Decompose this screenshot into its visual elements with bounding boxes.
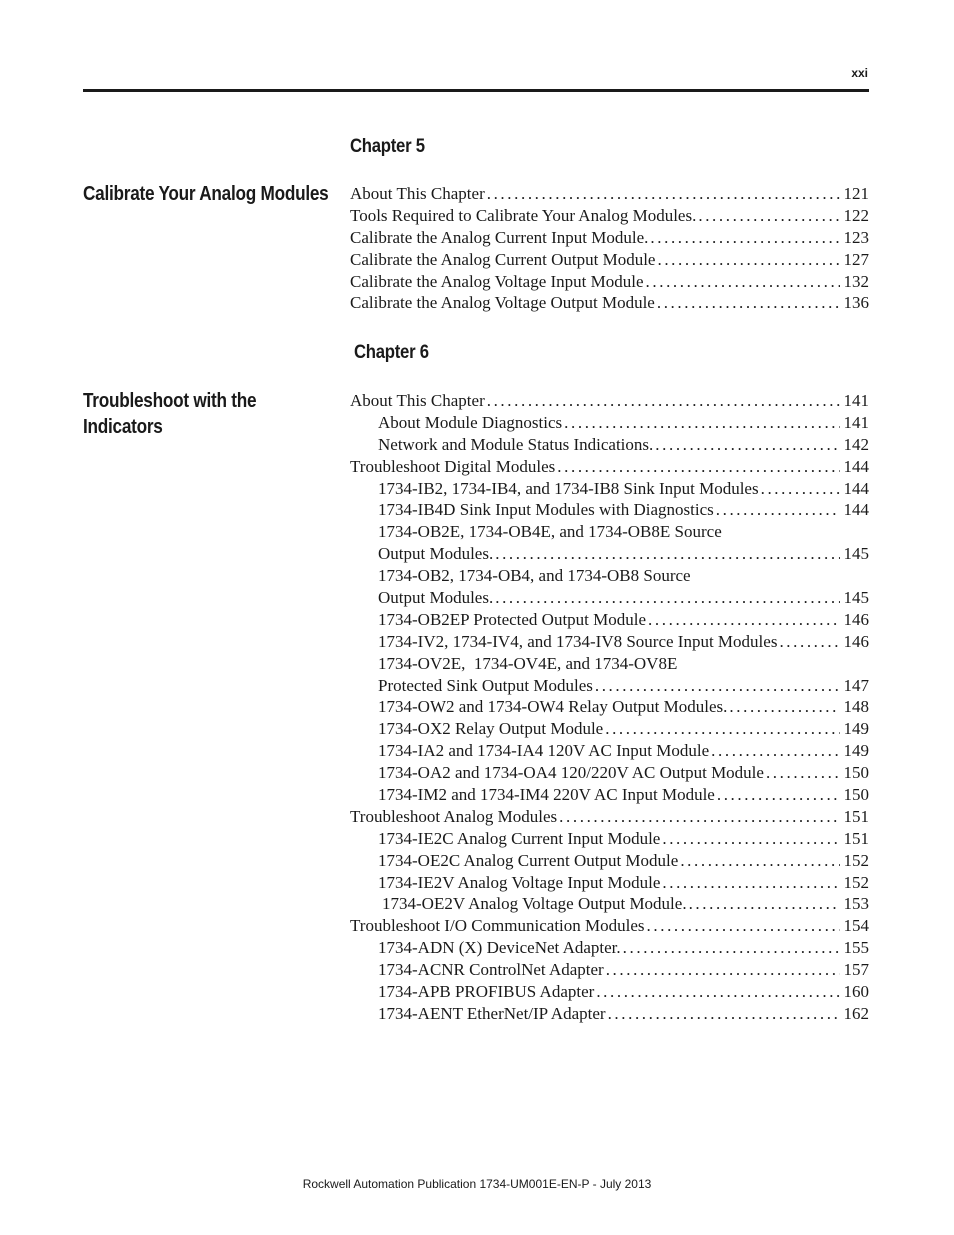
toc-entry[interactable]: Troubleshoot Digital Modules ..... 144	[350, 456, 869, 478]
chapter-6-label: Chapter 6	[354, 342, 429, 363]
toc-entry-wrap[interactable]: 1734-OV2E, 1734-OV4E, and 1734-OV8E	[378, 653, 678, 673]
toc-entry[interactable]: 1734-APB PROFIBUS Adapter ..... 160	[350, 981, 869, 1003]
toc-entry[interactable]: 1734-IE2C Analog Current Input Module ..... 151	[350, 828, 869, 850]
toc-entry-wrap[interactable]: 1734-OB2, 1734-OB4, and 1734-OB8 Source	[378, 566, 691, 586]
toc-entry[interactable]: Calibrate the Analog Voltage Output Module ..... 136	[350, 292, 869, 314]
toc-entry[interactable]: Calibrate the Analog Current Input Module. ..... 123	[350, 227, 869, 249]
toc-entry[interactable]: 1734-IV2, 1734-IV4, and 1734-IV8 Source Input Modules ..... 146	[350, 631, 869, 653]
toc-entry[interactable]: 1734-OW2 and 1734-OW4 Relay Output Modules. ..... 148	[350, 696, 869, 718]
toc-entry[interactable]: About This Chapter ..... 141	[350, 390, 869, 412]
toc-entry[interactable]: 1734-IM2 and 1734-IM4 220V AC Input Module ..... 150	[350, 784, 869, 806]
toc-entry[interactable]: 1734-OE2C Analog Current Output Module ..... 152	[350, 850, 869, 872]
toc-entry[interactable]: Output Modules. ..... 145	[350, 543, 869, 565]
toc-entry[interactable]: 1734-AENT EtherNet/IP Adapter ..... 162	[350, 1003, 869, 1025]
toc-entry[interactable]: 1734-IB2, 1734-IB4, and 1734-IB8 Sink Input Modules ..... 144	[350, 478, 869, 500]
toc-entry[interactable]: 1734-IA2 and 1734-IA4 120V AC Input Module ..... 149	[350, 740, 869, 762]
toc-entry[interactable]: 1734-IE2V Analog Voltage Input Module ..... 152	[350, 872, 869, 894]
chapter-5-title: Calibrate Your Analog Modules	[83, 183, 329, 205]
toc-entry[interactable]: Troubleshoot I/O Communication Modules ..... 154	[350, 915, 869, 937]
header-rule	[83, 89, 869, 92]
toc-entry[interactable]: Calibrate the Analog Voltage Input Module ..... 132	[350, 271, 869, 293]
chapter-6-toc	[350, 390, 869, 1025]
toc-entry[interactable]: 1734-IB4D Sink Input Modules with Diagnostics ..... 144	[350, 499, 869, 521]
toc-entry[interactable]: Calibrate the Analog Current Output Module ..... 127	[350, 249, 869, 271]
publication-footer: Rockwell Automation Publication 1734-UM001E-EN-P - July 2013	[302, 1177, 652, 1191]
toc-entry-wrap[interactable]: 1734-OB2E, 1734-OB4E, and 1734-OB8E Source	[378, 522, 722, 542]
toc-entry[interactable]: Tools Required to Calibrate Your Analog Modules. ..... 122	[350, 205, 869, 227]
toc-entry[interactable]: 1734-OE2V Analog Voltage Output Module. ..... 153	[350, 893, 869, 915]
toc-entry[interactable]: Output Modules. ..... 145	[350, 587, 869, 609]
toc-entry[interactable]: 1734-OX2 Relay Output Module ..... 149	[350, 718, 869, 740]
chapter-5-toc	[350, 183, 869, 314]
toc-entry[interactable]: 1734-OB2EP Protected Output Module ..... 146	[350, 609, 869, 631]
chapter-5-label: Chapter 5	[350, 136, 425, 157]
page-number: xxi	[851, 66, 868, 80]
toc-entry[interactable]: Troubleshoot Analog Modules ..... 151	[350, 806, 869, 828]
chapter-6-title: Troubleshoot with the Indicators	[83, 390, 257, 438]
toc-entry[interactable]: 1734-ADN (X) DeviceNet Adapter. ..... 155	[350, 937, 869, 959]
toc-entry[interactable]: 1734-ACNR ControlNet Adapter ..... 157	[350, 959, 869, 981]
toc-entry[interactable]: About Module Diagnostics ..... 141	[350, 412, 869, 434]
toc-entry[interactable]: About This Chapter ..... 121	[350, 183, 869, 205]
toc-entry[interactable]: Protected Sink Output Modules ..... 147	[350, 675, 869, 697]
toc-entry[interactable]: Network and Module Status Indications. ..... 142	[350, 434, 869, 456]
toc-entry[interactable]: 1734-OA2 and 1734-OA4 120/220V AC Output Module ..... 150	[350, 762, 869, 784]
